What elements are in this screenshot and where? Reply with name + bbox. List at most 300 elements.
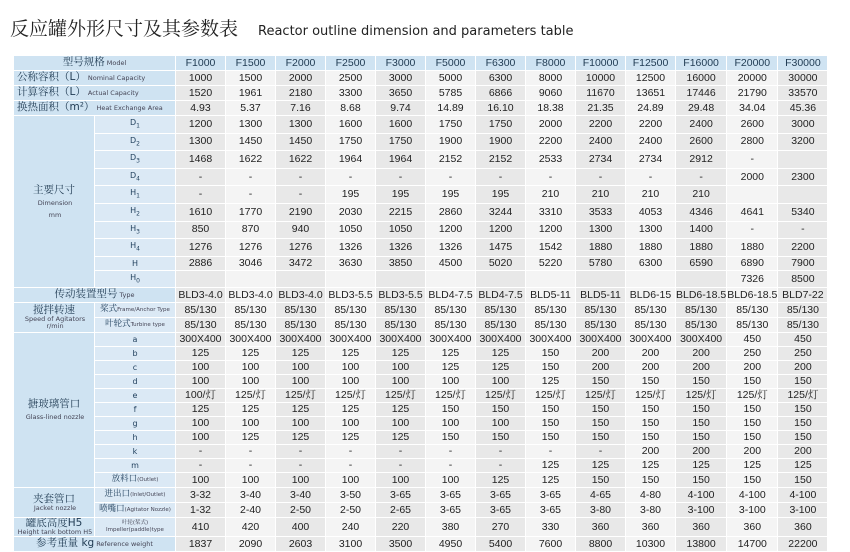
basic-cell: 1000 xyxy=(176,71,225,85)
dimension-cell: 1200 xyxy=(426,222,475,239)
dimension-cell xyxy=(176,271,225,288)
bottom-cell: 270 xyxy=(476,518,525,536)
dimension-cell: 4346 xyxy=(676,204,726,221)
jacket-cell: 3-40 xyxy=(276,488,325,502)
dimension-cell: - xyxy=(226,186,275,203)
speed-cell: 85/130 xyxy=(727,303,777,317)
dimension-row xyxy=(14,257,827,270)
basic-cell: 34.04 xyxy=(727,101,777,115)
dimension-cell: 1050 xyxy=(326,222,375,239)
nozzle-cell: 125/灯 xyxy=(676,389,726,402)
weight-cell: 7600 xyxy=(526,537,575,551)
dimension-cell: 8500 xyxy=(778,271,827,288)
dimension-symbol xyxy=(95,222,175,239)
outlet-cell: 100 xyxy=(376,473,425,487)
dimension-cell xyxy=(476,271,525,288)
weight-cell: 10300 xyxy=(626,537,675,551)
nozzle-cell: - xyxy=(426,459,475,472)
nozzle-row xyxy=(14,431,827,444)
drive-cell: BLD3-4.0 xyxy=(276,288,325,302)
bottom-cell: 240 xyxy=(326,518,375,536)
outlet-cell: 100 xyxy=(276,473,325,487)
nozzle-cell: 150 xyxy=(526,361,575,374)
weight-cell: 4950 xyxy=(426,537,475,551)
speed-cell: 85/130 xyxy=(526,318,575,332)
drive-label-en: Type xyxy=(119,291,135,300)
basic-cell: 33570 xyxy=(778,86,827,100)
dimension-symbol xyxy=(95,186,175,203)
basic-cell: 9060 xyxy=(526,86,575,100)
jacket-cell: 3-65 xyxy=(426,503,475,517)
nozzle-cell: 200 xyxy=(576,361,625,374)
nozzle-cell: 200 xyxy=(778,361,827,374)
dimension-row xyxy=(14,239,827,256)
nozzle-cell: 125/灯 xyxy=(376,389,425,402)
dimension-cell: 210 xyxy=(676,186,726,203)
nozzle-cell: 125 xyxy=(426,361,475,374)
weight-cell: 5400 xyxy=(476,537,525,551)
dimension-cell: 4500 xyxy=(426,257,475,270)
dimension-cell: 1200 xyxy=(526,222,575,239)
dimension-symbol-sub: 1 xyxy=(136,122,140,130)
dimension-cell: 7900 xyxy=(778,257,827,270)
nozzle-cell: 200 xyxy=(727,361,777,374)
nozzle-cell: 300X400 xyxy=(576,333,625,346)
nozzle-row xyxy=(14,403,827,416)
speed-cell: 85/130 xyxy=(476,303,525,317)
dimension-cell: 1326 xyxy=(376,239,425,256)
drive-label-cn: 传动装置型号 xyxy=(54,288,118,301)
jacket-type xyxy=(95,503,175,517)
dimension-cell xyxy=(326,271,375,288)
nozzle-cell: 100 xyxy=(376,375,425,388)
dimension-cell xyxy=(426,271,475,288)
dimension-cell: - xyxy=(276,186,325,203)
dimension-cell: 1300 xyxy=(226,116,275,133)
nozzle-cell: 150 xyxy=(727,417,777,430)
nozzle-cell: - xyxy=(326,459,375,472)
weight-cell: 2090 xyxy=(226,537,275,551)
nozzle-key: h xyxy=(95,431,175,444)
dimension-cell: 1622 xyxy=(276,151,325,168)
dimension-symbol-letter: H xyxy=(130,205,137,215)
speed-cell: 85/130 xyxy=(576,318,625,332)
jacket-group-label xyxy=(14,488,94,517)
outlet-cell: 100 xyxy=(226,473,275,487)
speed-group-label xyxy=(14,303,94,332)
nozzle-cell: 200 xyxy=(626,445,675,458)
jacket-cell: 2-50 xyxy=(326,503,375,517)
dimension-cell: - xyxy=(276,169,325,186)
basic-cell: 21.35 xyxy=(576,101,625,115)
dimension-cell: 940 xyxy=(276,222,325,239)
nozzle-cell: 150 xyxy=(576,375,625,388)
basic-cell: 1500 xyxy=(226,71,275,85)
dimension-cell: - xyxy=(226,169,275,186)
basic-cell: 9.74 xyxy=(376,101,425,115)
dimension-cell: 1600 xyxy=(376,116,425,133)
dimension-symbol-letter: H xyxy=(131,258,138,268)
jacket-cell: 4-100 xyxy=(778,488,827,502)
dimension-cell: - xyxy=(727,222,777,239)
nozzle-cell: 125 xyxy=(276,403,325,416)
basic-cell: 2000 xyxy=(276,71,325,85)
nozzle-cell: 300X400 xyxy=(476,333,525,346)
nozzle-cell: 125 xyxy=(276,347,325,360)
speed-type xyxy=(95,318,175,332)
dimension-cell: - xyxy=(778,222,827,239)
jacket-cell: 3-100 xyxy=(727,503,777,517)
nozzle-cell: 150 xyxy=(576,431,625,444)
jacket-cell: 4-100 xyxy=(676,488,726,502)
title-en: Reactor outline dimension and parameters table xyxy=(258,24,574,39)
nozzle-row xyxy=(14,445,827,458)
model-cell: F16000 xyxy=(676,56,726,70)
nozzle-cell: 100 xyxy=(476,375,525,388)
nozzle-cell: 150 xyxy=(778,417,827,430)
dimension-cell: - xyxy=(476,169,525,186)
bottom-type-en: Impeller(paddle)type xyxy=(106,527,164,534)
bottom-label xyxy=(14,518,94,536)
dimension-row xyxy=(14,186,827,203)
basic-cell: 5.37 xyxy=(226,101,275,115)
dimension-cell: 4641 xyxy=(727,204,777,221)
dimension-cell: 2152 xyxy=(426,151,475,168)
jacket-cell: 4-80 xyxy=(626,488,675,502)
model-label-en: Model xyxy=(106,59,127,67)
jacket-cell: 3-100 xyxy=(778,503,827,517)
dimension-cell: 1900 xyxy=(476,134,525,151)
jacket-type xyxy=(95,488,175,502)
dimension-cell: 1900 xyxy=(426,134,475,151)
nozzle-cell: 150 xyxy=(676,431,726,444)
nozzle-cell: 100 xyxy=(376,361,425,374)
nozzle-cell: 125 xyxy=(176,403,225,416)
nozzle-cell: 150 xyxy=(526,431,575,444)
outlet-cell: 100 xyxy=(326,473,375,487)
nozzle-cell: 125 xyxy=(326,403,375,416)
nozzle-cell: 150 xyxy=(727,403,777,416)
nozzle-cell: 450 xyxy=(727,333,777,346)
nozzle-cell: 150 xyxy=(676,403,726,416)
dimension-cell: 1276 xyxy=(226,239,275,256)
basic-cell: 11670 xyxy=(576,86,625,100)
nozzle-key: d xyxy=(95,375,175,388)
dimension-cell: 210 xyxy=(626,186,675,203)
jacket-cell: 4-100 xyxy=(727,488,777,502)
nozzle-cell: 200 xyxy=(626,347,675,360)
basic-row xyxy=(14,71,827,85)
jacket-cell: 3-65 xyxy=(476,488,525,502)
nozzle-cell: - xyxy=(426,445,475,458)
dimension-symbol-sub: 4 xyxy=(136,175,140,183)
dimension-symbol-sub: 2 xyxy=(136,140,140,148)
nozzle-cell: 125 xyxy=(576,459,625,472)
jacket-cell: 4-65 xyxy=(576,488,625,502)
basic-cell: 13651 xyxy=(626,86,675,100)
dimension-cell: 2000 xyxy=(526,116,575,133)
nozzle-cell: 150 xyxy=(626,403,675,416)
dimension-cell: 1770 xyxy=(226,204,275,221)
nozzle-cell: 125 xyxy=(626,459,675,472)
nozzle-row xyxy=(14,361,827,374)
dimension-symbol xyxy=(95,169,175,186)
dimension-cell: 1750 xyxy=(426,116,475,133)
jacket-cell: 3-100 xyxy=(676,503,726,517)
drive-cell: BLD6-18.5 xyxy=(676,288,727,301)
dimension-cell: 210 xyxy=(526,186,575,203)
basic-cell: 1520 xyxy=(176,86,225,100)
basic-cell: 7.16 xyxy=(276,101,325,115)
nozzle-cell: - xyxy=(376,445,425,458)
nozzle-cell: 125/灯 xyxy=(727,389,777,402)
weight-cell: 3500 xyxy=(376,537,425,551)
bottom-cell: 360 xyxy=(626,518,675,536)
nozzle-cell: 100 xyxy=(426,417,475,430)
bottom-cell: 420 xyxy=(226,518,275,536)
dimension-cell: 1880 xyxy=(626,239,675,256)
dimension-symbol-sub: 3 xyxy=(136,157,140,165)
speed-label-cn: 搅拌转速 xyxy=(33,304,75,317)
basic-cell: 14.89 xyxy=(426,101,475,115)
speed-cell: 85/130 xyxy=(426,303,475,317)
speed-cell: 85/130 xyxy=(626,318,675,332)
model-cell: F1500 xyxy=(226,56,275,70)
dimension-cell: 195 xyxy=(426,186,475,203)
dimension-symbol-letter: H xyxy=(130,272,137,282)
model-cell: F1000 xyxy=(176,56,225,70)
outlet-row xyxy=(14,473,827,487)
dimension-cell: 1750 xyxy=(376,134,425,151)
jacket-cell: 3-40 xyxy=(226,488,275,502)
nozzle-cell: 150 xyxy=(426,403,475,416)
dimension-symbol-sub: 3 xyxy=(136,228,140,236)
nozzle-cell: 125 xyxy=(526,375,575,388)
dimension-cell: 1542 xyxy=(526,239,575,256)
dimension-cell: 1880 xyxy=(676,239,726,256)
model-cell: F12500 xyxy=(626,56,675,70)
jacket-cell: 3-65 xyxy=(376,488,425,502)
speed-cell: 85/130 xyxy=(778,303,827,317)
nozzle-cell: - xyxy=(226,459,275,472)
dimension-symbol-letter: H xyxy=(130,188,137,198)
outlet-label-en: (Outlet) xyxy=(137,477,159,484)
model-cell: F3000 xyxy=(376,56,425,70)
basic-cell: 20000 xyxy=(727,71,777,85)
model-cell: F5000 xyxy=(426,56,475,70)
page-title xyxy=(10,14,574,40)
nozzle-cell: 200 xyxy=(727,445,777,458)
drive-cell: BLD3-5.5 xyxy=(376,288,425,302)
basic-row xyxy=(14,101,827,115)
nozzle-cell: 125/灯 xyxy=(576,389,625,402)
dimension-cell: 3244 xyxy=(476,204,525,221)
nozzle-cell: 150 xyxy=(778,403,827,416)
dimension-cell: 2215 xyxy=(376,204,425,221)
dimension-cell: 1475 xyxy=(476,239,525,256)
nozzle-cell: 100 xyxy=(476,417,525,430)
bottom-type-cn: 叶轮(桨式) xyxy=(121,520,149,527)
dimension-cell: 2886 xyxy=(176,257,225,270)
dimension-cell: 1600 xyxy=(326,116,375,133)
nozzle-cell: 100 xyxy=(226,417,275,430)
weight-cell: 2603 xyxy=(276,537,325,551)
nozzle-cell: - xyxy=(576,445,625,458)
nozzle-cell: 100 xyxy=(326,375,375,388)
dimension-symbol xyxy=(95,239,175,256)
nozzle-row xyxy=(14,417,827,430)
dimension-symbol xyxy=(95,257,175,270)
nozzle-cell: 150 xyxy=(676,375,726,388)
nozzle-cell: 125/灯 xyxy=(626,389,675,402)
dimension-cell xyxy=(778,186,827,203)
outlet-cell: 100 xyxy=(176,473,225,487)
bottom-cell: 220 xyxy=(376,518,425,536)
speed-unit: r/min xyxy=(46,322,64,331)
nozzle-cell: 300X400 xyxy=(626,333,675,346)
dimension-cell: 1326 xyxy=(326,239,375,256)
basic-cell: 8.68 xyxy=(326,101,375,115)
dimension-cell: 1300 xyxy=(626,222,675,239)
speed-cell: 85/130 xyxy=(727,318,777,332)
nozzle-cell: 150 xyxy=(426,431,475,444)
speed-cell: 85/130 xyxy=(376,303,425,317)
nozzle-cell: 125 xyxy=(778,459,827,472)
nozzle-cell: 100 xyxy=(176,361,225,374)
jacket-label-cn: 夹套管口 xyxy=(33,492,75,505)
drive-cell: BLD6-18.5 xyxy=(727,288,778,301)
jacket-cell: 1-32 xyxy=(176,503,225,517)
basic-cell: 2500 xyxy=(326,71,375,85)
model-label xyxy=(14,56,175,70)
nozzle-cell: 150 xyxy=(778,375,827,388)
dimension-cell: 4053 xyxy=(626,204,675,221)
nozzle-label-en: Glass-lined nozzle xyxy=(25,413,85,422)
dimension-symbol xyxy=(95,134,175,151)
dimension-cell: 2400 xyxy=(576,134,625,151)
nozzle-cell: 125 xyxy=(226,403,275,416)
speed-cell: 85/130 xyxy=(176,303,225,317)
dimension-cell: 2600 xyxy=(727,116,777,133)
nozzle-cell: 125 xyxy=(326,431,375,444)
dimension-cell: 870 xyxy=(226,222,275,239)
basic-label-cn: 换热面积（m²） xyxy=(17,101,95,113)
nozzle-cell: - xyxy=(526,445,575,458)
dimension-cell xyxy=(676,271,726,288)
nozzle-cell: 150 xyxy=(626,431,675,444)
dimension-cell: 5220 xyxy=(526,257,575,270)
speed-cell: 85/130 xyxy=(676,303,726,317)
dimension-symbol xyxy=(95,116,175,133)
drive-cell: BLD7-22 xyxy=(778,288,827,302)
basic-cell: 3650 xyxy=(376,86,425,100)
nozzle-cell: 125/灯 xyxy=(778,389,827,402)
dimension-label-en: Dimension xyxy=(37,198,73,207)
dimension-cell: 1300 xyxy=(276,116,325,133)
nozzle-cell: 125 xyxy=(176,347,225,360)
dimension-cell: 1622 xyxy=(226,151,275,168)
dimension-cell: 3850 xyxy=(376,257,425,270)
nozzle-cell: 125 xyxy=(226,431,275,444)
nozzle-cell: 100 xyxy=(376,417,425,430)
dimension-cell: 2734 xyxy=(626,151,675,168)
dimension-cell xyxy=(778,151,827,168)
jacket-label-en: Jacket nozzle xyxy=(33,503,77,512)
speed-type-cn: 桨式 xyxy=(100,304,118,315)
outlet-label xyxy=(95,473,175,487)
speed-type-en: Turbine type xyxy=(130,322,165,329)
basic-label-cn: 计算容积（L） xyxy=(17,86,86,98)
dimension-symbol-sub: 2 xyxy=(136,210,140,218)
dimension-cell: 1276 xyxy=(276,239,325,256)
speed-row xyxy=(14,303,827,317)
nozzle-cell: 125/灯 xyxy=(276,389,325,402)
nozzle-key: b xyxy=(95,347,175,360)
nozzle-key: m xyxy=(95,459,175,472)
dimension-cell: - xyxy=(626,169,675,186)
bottom-cell: 360 xyxy=(676,518,726,536)
nozzle-cell: 125/灯 xyxy=(226,389,275,402)
dimension-symbol-letter: H xyxy=(130,241,137,251)
dimension-symbol xyxy=(95,151,175,168)
nozzle-cell: 300X400 xyxy=(426,333,475,346)
nozzle-cell: 125/灯 xyxy=(526,389,575,402)
basic-cell: 17446 xyxy=(676,86,726,100)
speed-cell: 85/130 xyxy=(778,318,827,332)
dimension-unit: mm xyxy=(48,210,62,219)
weight-label xyxy=(14,537,175,551)
dimension-cell: 3046 xyxy=(226,257,275,270)
nozzle-cell: 150 xyxy=(727,431,777,444)
basic-cell: 3000 xyxy=(376,71,425,85)
nozzle-cell: 150 xyxy=(626,417,675,430)
jacket-row xyxy=(14,488,827,502)
speed-cell: 85/130 xyxy=(176,318,225,332)
nozzle-cell: - xyxy=(176,459,225,472)
model-label-cn: 型号规格 xyxy=(62,56,105,68)
dimension-cell: 5340 xyxy=(778,204,827,221)
dimension-cell: 1050 xyxy=(376,222,425,239)
jacket-row xyxy=(14,503,827,517)
drive-label xyxy=(14,288,175,302)
speed-row xyxy=(14,318,827,332)
nozzle-cell: 150 xyxy=(476,403,525,416)
dimension-cell: 2300 xyxy=(778,169,827,186)
nozzle-row xyxy=(14,389,827,402)
dimension-cell: 6590 xyxy=(676,257,726,270)
basic-cell: 16000 xyxy=(676,71,726,85)
weight-cell: 8800 xyxy=(576,537,625,551)
nozzle-cell: 100 xyxy=(326,361,375,374)
dimension-cell: 2860 xyxy=(426,204,475,221)
nozzle-key: k xyxy=(95,445,175,458)
dimension-cell: - xyxy=(576,169,625,186)
nozzle-cell: 150 xyxy=(576,403,625,416)
bottom-row xyxy=(14,518,827,536)
dimension-symbol-sub: 4 xyxy=(136,245,140,253)
weight-cell: 13800 xyxy=(676,537,726,551)
nozzle-cell: 125 xyxy=(676,459,726,472)
dimension-cell: - xyxy=(676,169,726,186)
dimension-cell: 1326 xyxy=(426,239,475,256)
weight-row xyxy=(14,537,827,551)
nozzle-cell: 300X400 xyxy=(176,333,225,346)
dimension-cell xyxy=(276,271,325,288)
nozzle-key: a xyxy=(95,333,175,346)
speed-cell: 85/130 xyxy=(276,303,325,317)
bottom-cell: 360 xyxy=(727,518,777,536)
nozzle-cell: 150 xyxy=(778,431,827,444)
